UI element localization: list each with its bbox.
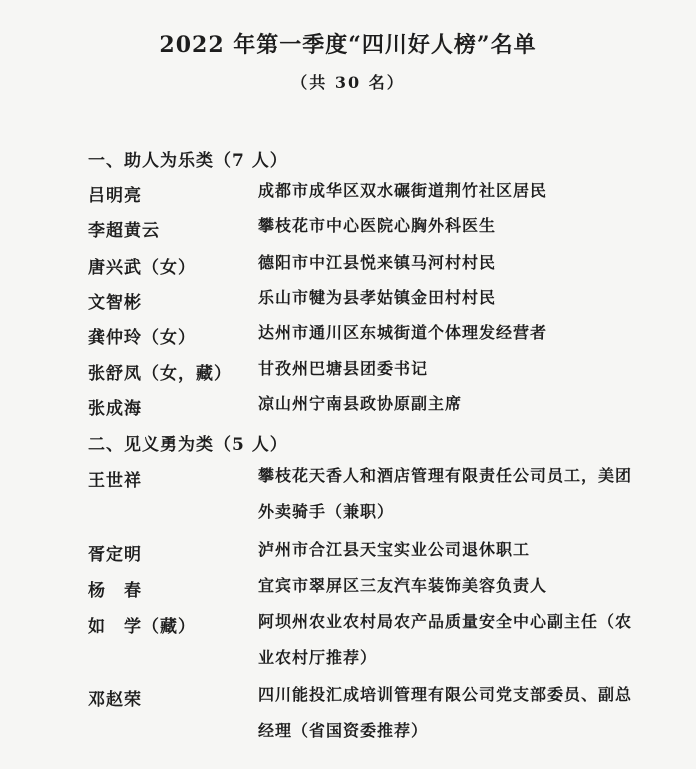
- entry-desc: 德阳市中江县悦来镇马河村村民: [258, 253, 497, 272]
- document-subtitle: （共 30 名）: [291, 73, 405, 92]
- list-item: [0, 540, 696, 570]
- entry-desc: 乐山市犍为县孝姑镇金田村村民: [258, 288, 497, 307]
- list-item: [0, 576, 696, 606]
- entry-desc: 达州市通川区东城街道个体理发经营者: [258, 323, 548, 342]
- entry-name: 文智彬: [88, 293, 142, 313]
- entry-name: 邓赵荣: [88, 690, 142, 710]
- entry-name: 杨 春: [88, 581, 142, 601]
- entry-desc: 四川能投汇成培训管理有限公司党支部委员、副总经理（省国资委推荐）: [258, 685, 633, 740]
- entry-name: 张成海: [88, 399, 142, 419]
- list-item: [0, 216, 696, 246]
- entry-desc: 攀枝花天香人和酒店管理有限责任公司员工，美团外卖骑手（兼职）: [258, 466, 633, 521]
- list-item: [0, 181, 696, 211]
- list-item: [0, 359, 696, 389]
- document-title: 2022 年第一季度“四川好人榜”名单: [159, 32, 537, 58]
- entry-name: 如 学（藏）: [88, 617, 196, 637]
- list-item: [0, 685, 696, 740]
- entry-desc: 凉山州宁南县政协原副主席: [258, 394, 463, 413]
- list-item: [0, 612, 696, 667]
- entry-name: 胥定明: [88, 545, 142, 565]
- entry-desc: 宜宾市翠屏区三友汽车装饰美容负责人: [258, 576, 548, 595]
- entry-desc: 成都市成华区双水碾街道荆竹社区居民: [258, 181, 548, 200]
- entry-desc: 阿坝州农业农村局农产品质量安全中心副主任（农业农村厅推荐）: [258, 612, 633, 667]
- entry-name: 王世祥: [88, 471, 142, 491]
- entry-name: 张舒凤（女，藏）: [88, 364, 232, 384]
- section-heading-1: 一、助人为乐类（7 人）: [88, 151, 288, 171]
- list-item: [0, 394, 696, 424]
- entry-name: 吕明亮: [88, 186, 142, 206]
- list-item: [0, 323, 696, 353]
- list-item: [0, 466, 696, 521]
- entry-name: 龚仲玲（女）: [88, 328, 196, 348]
- entry-desc: 泸州市合江县天宝实业公司退休职工: [258, 540, 531, 559]
- entry-desc: 攀枝花市中心医院心胸外科医生: [258, 216, 497, 235]
- entry-desc: 甘孜州巴塘县团委书记: [258, 359, 429, 378]
- list-item: [0, 253, 696, 283]
- section-heading-2: 二、见义勇为类（5 人）: [88, 435, 288, 455]
- entry-name: 唐兴武（女）: [88, 258, 196, 278]
- entry-name: 李超黄云: [88, 221, 160, 241]
- list-item: [0, 288, 696, 318]
